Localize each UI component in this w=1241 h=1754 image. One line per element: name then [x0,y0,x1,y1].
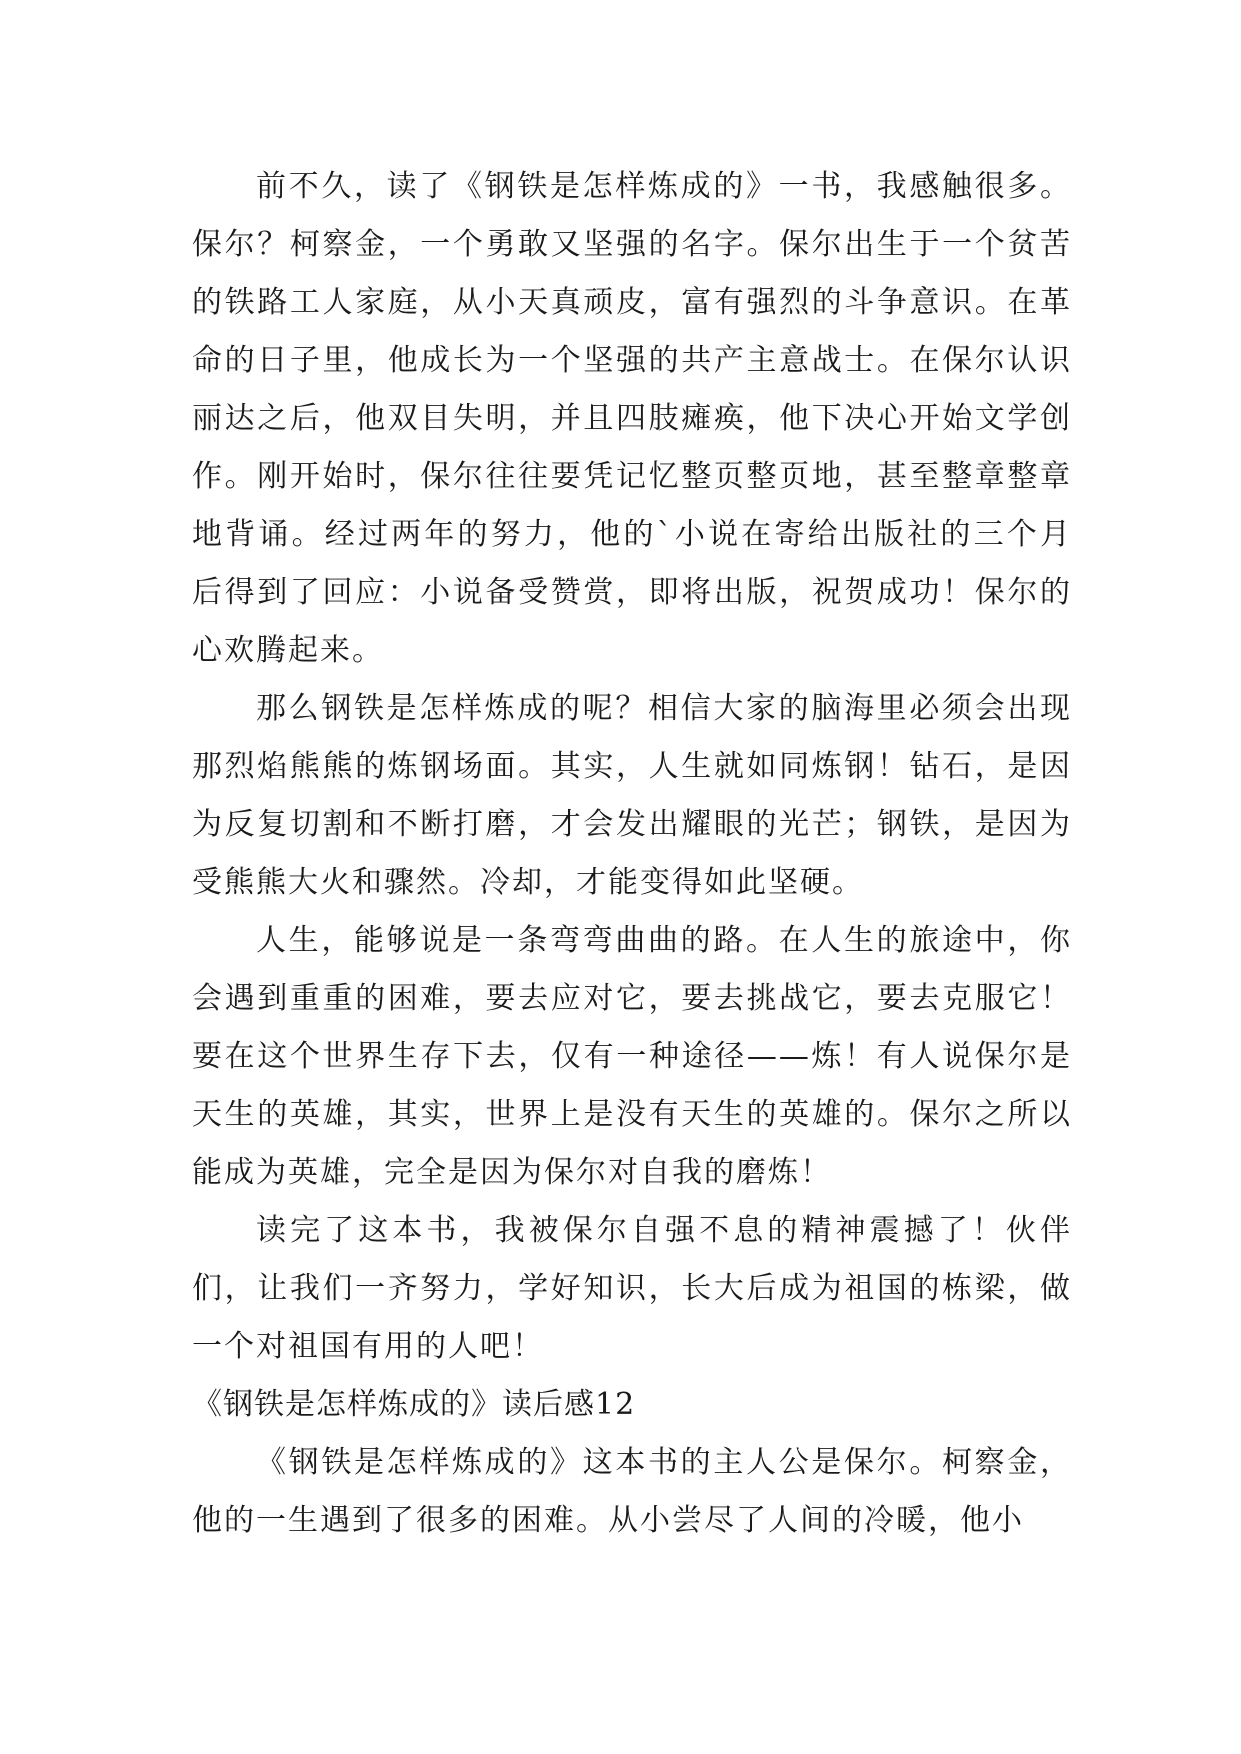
section-heading: 《钢铁是怎样炼成的》读后感12 [192,1387,636,1422]
paragraph-4: 读完了这本书，我被保尔自强不息的精神震撼了！伙伴们，让我们一齐努力，学好知识，长大后成为祖国的栋梁，做一个对祖国有用的人吧！ [192,1213,1072,1364]
document-body [192,158,1072,1550]
paragraph-1: 前不久，读了《钢铁是怎样炼成的》一书，我感触很多。保尔？柯察金，一个勇敢又坚强的名字。保尔出生于一个贫苦的铁路工人家庭，从小天真顽皮，富有强烈的斗争意识。在革命的日子里，他成长为一个坚强的共产主意战士。在保尔认识丽达之后，他双目失明，并且四肢瘫痪，他下决心开始文学创作。刚开始时，保尔往往要凭记忆整页整页地，甚至整章整章地背诵。经过两年的努力，他的`小说在寄给出版社的三个月后得到了回应：小说备受赞赏，即将出版，祝贺成功！保尔的心欢腾起来。 [192,169,1072,668]
paragraph-3: 人生，能够说是一条弯弯曲曲的路。在人生的旅途中，你会遇到重重的困难，要去应对它，要去挑战它，要去克服它！要在这个世界生存下去，仅有一种途径——炼！有人说保尔是天生的英雄，其实，世界上是没有天生的英雄的。保尔之所以能成为英雄，完全是因为保尔对自我的磨炼！ [192,923,1072,1190]
paragraph-5: 《钢铁是怎样炼成的》这本书的主人公是保尔。柯察金，他的一生遇到了很多的困难。从小尝尽了人间的冷暖，他小 [192,1445,1072,1538]
paragraph-2: 那么钢铁是怎样炼成的呢？相信大家的脑海里必须会出现那烈焰熊熊的炼钢场面。其实，人生就如同炼钢！钻石，是因为反复切割和不断打磨，才会发出耀眼的光芒；钢铁，是因为受熊熊大火和骤然。冷却，才能变得如此坚硬。 [192,691,1072,900]
